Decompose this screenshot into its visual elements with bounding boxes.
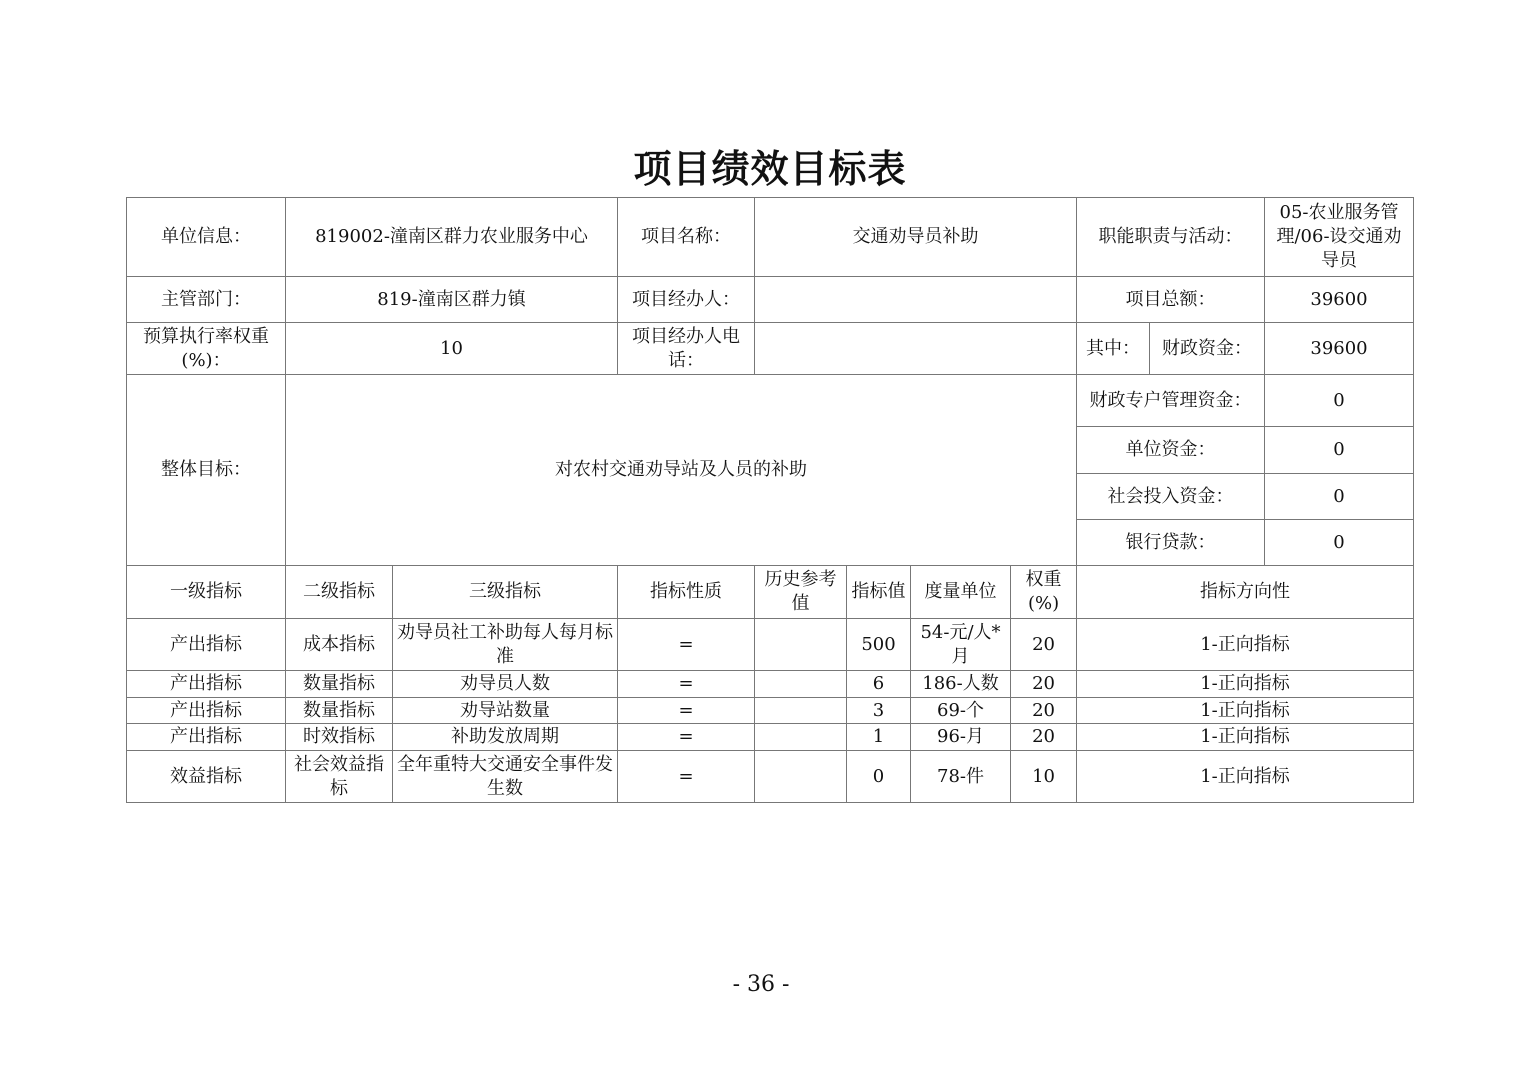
row-nature: = (618, 724, 755, 751)
unit-label: 单位信息： (127, 198, 286, 277)
function-label: 职能职责与活动： (1077, 198, 1265, 277)
fiscal-value: 39600 (1265, 323, 1414, 375)
row-l2: 数量指标 (286, 671, 393, 698)
row-unit: 54-元/人*月 (911, 619, 1011, 671)
row-l3: 劝导站数量 (393, 698, 618, 724)
special-label: 财政专户管理资金： (1077, 375, 1265, 427)
row-nature: = (618, 619, 755, 671)
of-which-label: 其中： (1077, 323, 1150, 375)
function-value: 05-农业服务管理/06-设交通劝导员 (1265, 198, 1414, 277)
row-l1: 产出指标 (127, 671, 286, 698)
row-direction: 1-正向指标 (1077, 724, 1414, 751)
loan-value: 0 (1265, 520, 1414, 566)
header-l3: 三级指标 (393, 566, 618, 619)
row-weight: 20 (1011, 671, 1077, 698)
dept-label: 主管部门： (127, 277, 286, 323)
row-l2: 社会效益指标 (286, 751, 393, 803)
budget-rate-label: 预算执行率权重(%)： (127, 323, 286, 375)
header-direction: 指标方向性 (1077, 566, 1414, 619)
row-weight: 10 (1011, 751, 1077, 803)
row-unit: 78-件 (911, 751, 1011, 803)
header-nature: 指标性质 (618, 566, 755, 619)
row-history (755, 724, 847, 751)
phone-value (755, 323, 1077, 375)
row-history (755, 698, 847, 724)
row-weight: 20 (1011, 724, 1077, 751)
header-weight: 权重(%) (1011, 566, 1077, 619)
loan-label: 银行贷款： (1077, 520, 1265, 566)
page-number: - 36 - (732, 972, 790, 997)
page-title: 项目绩效目标表 (633, 146, 907, 191)
budget-rate-value: 10 (286, 323, 618, 375)
row-value: 1 (847, 724, 911, 751)
row-nature: = (618, 698, 755, 724)
row-l2: 时效指标 (286, 724, 393, 751)
row-l1: 产出指标 (127, 619, 286, 671)
row-value: 0 (847, 751, 911, 803)
row-l3: 劝导员社工补助每人每月标准 (393, 619, 618, 671)
unit-fund-label: 单位资金： (1077, 427, 1265, 474)
table-row (127, 698, 1414, 724)
row-l2: 成本指标 (286, 619, 393, 671)
social-value: 0 (1265, 474, 1414, 520)
row-history (755, 751, 847, 803)
project-name-label: 项目名称： (618, 198, 755, 277)
row-weight: 20 (1011, 619, 1077, 671)
social-label: 社会投入资金： (1077, 474, 1265, 520)
fiscal-label: 财政资金： (1150, 323, 1265, 375)
manager-value (755, 277, 1077, 323)
total-value: 39600 (1265, 277, 1414, 323)
row-unit: 186-人数 (911, 671, 1011, 698)
header-unit: 度量单位 (911, 566, 1011, 619)
manager-label: 项目经办人： (618, 277, 755, 323)
row-value: 6 (847, 671, 911, 698)
header-history: 历史参考值 (755, 566, 847, 619)
special-value: 0 (1265, 375, 1414, 427)
goal-label: 整体目标： (127, 375, 286, 566)
row-unit: 69-个 (911, 698, 1011, 724)
header-value: 指标值 (847, 566, 911, 619)
row-l1: 效益指标 (127, 751, 286, 803)
row-history (755, 671, 847, 698)
unit-fund-value: 0 (1265, 427, 1414, 474)
phone-label: 项目经办人电话： (618, 323, 755, 375)
row-value: 500 (847, 619, 911, 671)
table-row (127, 724, 1414, 751)
header-l2: 二级指标 (286, 566, 393, 619)
header-l1: 一级指标 (127, 566, 286, 619)
row-direction: 1-正向指标 (1077, 619, 1414, 671)
row-direction: 1-正向指标 (1077, 698, 1414, 724)
dept-value: 819-潼南区群力镇 (286, 277, 618, 323)
row-history (755, 619, 847, 671)
table-row (127, 671, 1414, 698)
row-l3: 劝导员人数 (393, 671, 618, 698)
project-name-value: 交通劝导员补助 (755, 198, 1077, 277)
performance-table (126, 197, 1414, 803)
row-value: 3 (847, 698, 911, 724)
row-l2: 数量指标 (286, 698, 393, 724)
table-row (127, 751, 1414, 803)
row-l3: 补助发放周期 (393, 724, 618, 751)
goal-value: 对农村交通劝导站及人员的补助 (286, 375, 1077, 566)
row-nature: = (618, 751, 755, 803)
row-l1: 产出指标 (127, 698, 286, 724)
row-l1: 产出指标 (127, 724, 286, 751)
row-nature: = (618, 671, 755, 698)
table-row (127, 619, 1414, 671)
total-label: 项目总额： (1077, 277, 1265, 323)
row-l3: 全年重特大交通安全事件发生数 (393, 751, 618, 803)
row-unit: 96-月 (911, 724, 1011, 751)
unit-value: 819002-潼南区群力农业服务中心 (286, 198, 618, 277)
row-direction: 1-正向指标 (1077, 751, 1414, 803)
row-weight: 20 (1011, 698, 1077, 724)
row-direction: 1-正向指标 (1077, 671, 1414, 698)
